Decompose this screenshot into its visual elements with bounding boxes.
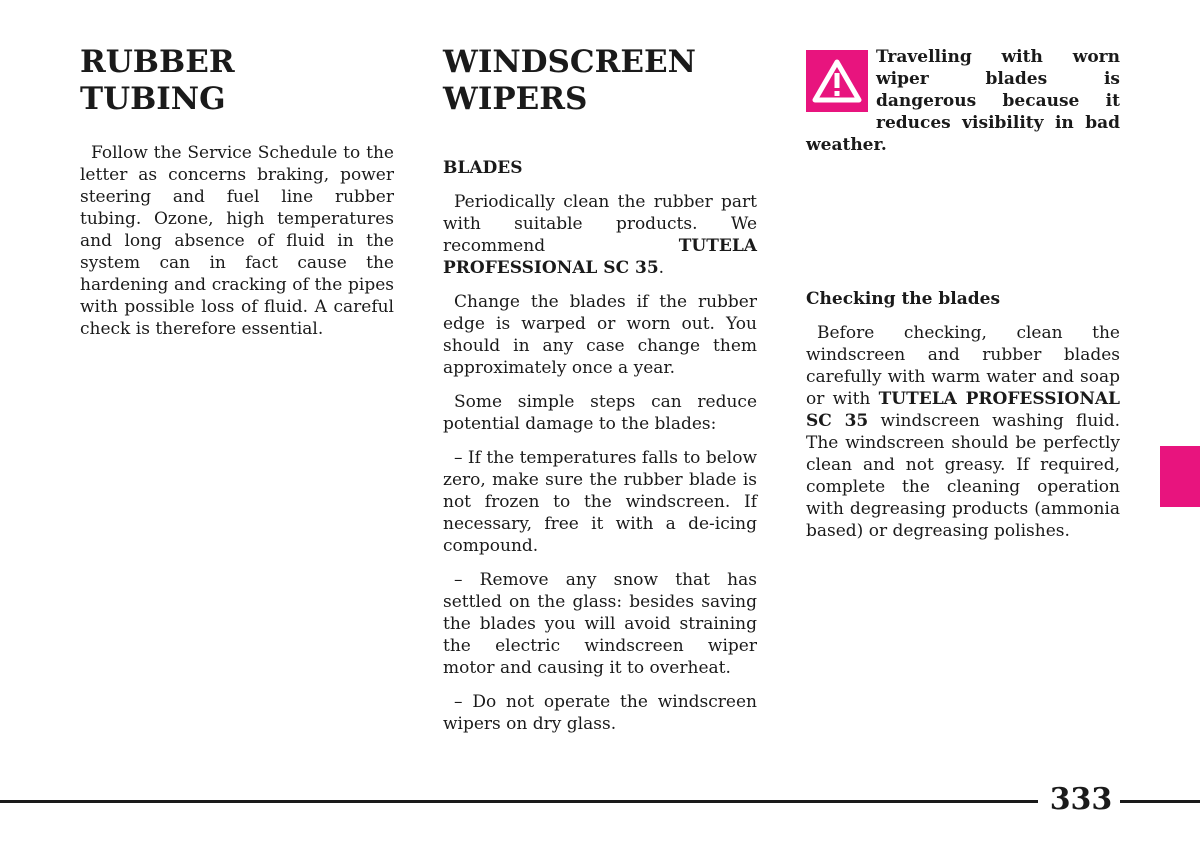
warning-triangle-icon: [806, 50, 868, 112]
footer-rule: [0, 800, 1038, 803]
rubber-tubing-section: [80, 44, 394, 340]
blades-paragraph-1: [443, 191, 757, 279]
blades-paragraph-4: – If the temperatures falls to below zero, make sure the rubber blade is not frozen to the windscreen. If necessary, free it with a de-icing compound.: [443, 448, 757, 556]
checking-blades-subheading: Checking the blades: [806, 289, 1001, 309]
paragraph-text: windscreen washing fluid. The windscreen should be perfectly clean and not greasy. If required, complete the cleaning operation with degreasing products (ammonia based) or degreasing polishes.: [806, 411, 1120, 541]
blades-paragraph-6: – Do not operate the windscreen wipers on dry glass.: [443, 692, 757, 734]
title-line: WINDSCREEN: [443, 44, 696, 80]
product-name: TUTELA PROFESSIONAL SC 35: [806, 389, 1120, 431]
blades-subheading: BLADES: [443, 158, 523, 178]
product-name: TUTELA PROFESSIONAL SC 35: [443, 236, 757, 278]
blades-paragraph-2: Change the blades if the rubber edge is warped or worn out. You should in any case change them approximately once a year.: [443, 292, 757, 378]
title-line: RUBBER: [80, 44, 235, 80]
section-tab-marker: [1160, 446, 1200, 507]
title-line: TUBING: [80, 81, 226, 117]
paragraph-end: .: [658, 258, 665, 278]
windscreen-wipers-section: [443, 44, 757, 735]
warning-box: [806, 46, 1120, 156]
blades-paragraph-5: – Remove any snow that has settled on the glass: besides saving the blades you will avoid straining the electric windscreen wiper motor and causing it to overheat.: [443, 570, 757, 678]
title-line: WIPERS: [443, 81, 588, 117]
page-number: 333: [1049, 782, 1113, 817]
blades-paragraph-3: Some simple steps can reduce potential damage to the blades:: [443, 392, 757, 434]
warning-text: Travelling with worn wiper blades is dangerous because it reduces visibility in bad weather.: [806, 47, 1120, 155]
footer-rule: [1120, 800, 1200, 803]
paragraph-text: Before checking, clean the windscreen and rubber blades carefully with warm water and soap or with: [806, 323, 1120, 409]
checking-blades-paragraph: [806, 322, 1120, 542]
rubber-tubing-body: Follow the Service Schedule to the letter as concerns braking, power steering and fuel line rubber tubing. Ozone, high temperatures and long absence of fluid in the system can in fact cause the hardening and cracking of the pipes with possible loss of fluid. A careful check is therefore essential.: [80, 143, 394, 339]
windscreen-wipers-title: [443, 44, 757, 118]
paragraph-text: Periodically clean the rubber part with suitable products. We recommend: [443, 192, 757, 256]
checking-section: [806, 46, 1120, 541]
rubber-tubing-title: [80, 44, 394, 118]
